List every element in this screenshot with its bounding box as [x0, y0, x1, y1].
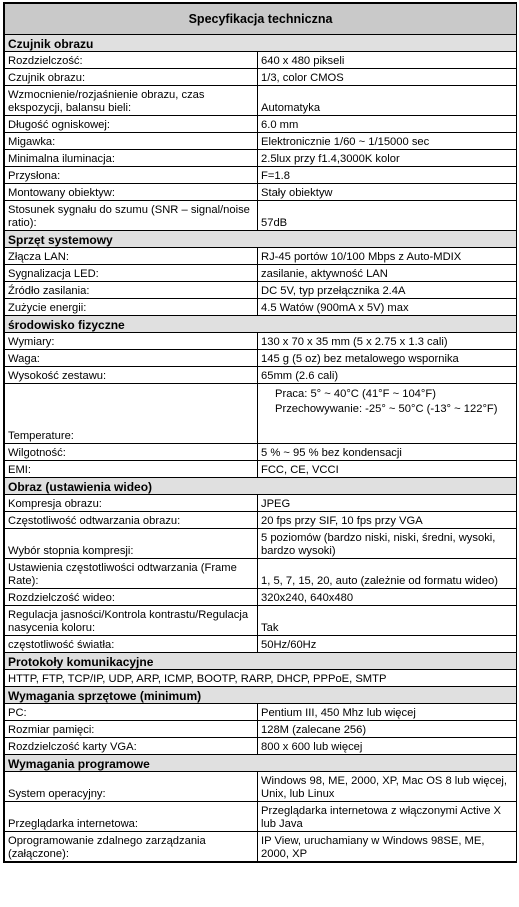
- spec-value: 65mm (2.6 cali): [258, 367, 517, 384]
- spec-label: Przysłona:: [5, 167, 258, 184]
- table-row: [5, 606, 517, 636]
- spec-label: Sygnalizacja LED:: [5, 265, 258, 282]
- spec-label: System operacyjny:: [5, 772, 258, 802]
- table-row: [5, 384, 517, 444]
- section-heading-protocols: Protokoły komunikacyjne: [5, 653, 517, 670]
- spec-value: 1/3, color CMOS: [258, 69, 517, 86]
- spec-label: Rozdzielczość karty VGA:: [5, 738, 258, 755]
- table-row: [5, 704, 517, 721]
- table-row: [5, 589, 517, 606]
- table-row: [5, 367, 517, 384]
- table-row: [5, 721, 517, 738]
- spec-value: Przeglądarka internetowa z włączonymi Active X lub Java: [258, 802, 517, 832]
- table-row: [5, 802, 517, 832]
- spec-label: Wzmocnienie/rozjaśnienie obrazu, czas ekspozycji, balansu bieli:: [5, 86, 258, 116]
- temperature-storage: Przechowywanie: -25° ~ 50°C (-13° ~ 122°F): [275, 403, 498, 415]
- spec-label: Kompresja obrazu:: [5, 495, 258, 512]
- section-heading-system: Sprzęt systemowy: [5, 231, 517, 248]
- table-row: [5, 167, 517, 184]
- spec-value: 50Hz/60Hz: [258, 636, 517, 653]
- spec-title: Specyfikacja techniczna: [5, 4, 517, 35]
- table-row: [5, 52, 517, 69]
- spec-label: Rozdzielczość:: [5, 52, 258, 69]
- spec-value: JPEG: [258, 495, 517, 512]
- spec-value: Elektronicznie 1/60 ~ 1/15000 sec: [258, 133, 517, 150]
- spec-value: 6.0 mm: [258, 116, 517, 133]
- table-row: [5, 350, 517, 367]
- spec-value: 20 fps przy SIF, 10 fps przy VGA: [258, 512, 517, 529]
- spec-value: IP View, uruchamiany w Windows 98SE, ME, 2000, XP: [258, 832, 517, 862]
- table-row: [5, 461, 517, 478]
- table-row: [5, 444, 517, 461]
- spec-value: 57dB: [258, 201, 517, 231]
- spec-value: 5 poziomów (bardzo niski, niski, średni, wysoki, bardzo wysoki): [258, 529, 517, 559]
- spec-label: Ustawienia częstotliwości odtwarzania (Frame Rate):: [5, 559, 258, 589]
- table-row: [5, 832, 517, 862]
- spec-label: EMI:: [5, 461, 258, 478]
- table-row: [5, 133, 517, 150]
- spec-value: 128M (zalecane 256): [258, 721, 517, 738]
- spec-label: Wilgotność:: [5, 444, 258, 461]
- spec-label: Przeglądarka internetowa:: [5, 802, 258, 832]
- spec-value: FCC, CE, VCCI: [258, 461, 517, 478]
- spec-value: 145 g (5 oz) bez metalowego wspornika: [258, 350, 517, 367]
- spec-label: Stosunek sygnału do szumu (SNR – signal/noise ratio):: [5, 201, 258, 231]
- table-row: [5, 670, 517, 687]
- spec-value: 2.5lux przy f1.4,3000K kolor: [258, 150, 517, 167]
- spec-label: Minimalna iluminacja:: [5, 150, 258, 167]
- spec-label: Długość ogniskowej:: [5, 116, 258, 133]
- spec-value: 130 x 70 x 35 mm (5 x 2.75 x 1.3 cali): [258, 333, 517, 350]
- spec-value: Tak: [258, 606, 517, 636]
- spec-value: zasilanie, aktywność LAN: [258, 265, 517, 282]
- spec-label: Wymiary:: [5, 333, 258, 350]
- temperature-work: Praca: 5° ~ 40°C (41°F ~ 104°F): [275, 388, 436, 400]
- spec-value: RJ-45 portów 10/100 Mbps z Auto-MDIX: [258, 248, 517, 265]
- table-row: [5, 265, 517, 282]
- protocol-list: HTTP, FTP, TCP/IP, UDP, ARP, ICMP, BOOTP, RARP, DHCP, PPPoE, SMTP: [5, 670, 517, 687]
- spec-label: Regulacja jasności/Kontrola kontrastu/Regulacja nasycenia koloru:: [5, 606, 258, 636]
- spec-value: Windows 98, ME, 2000, XP, Mac OS 8 lub więcej, Unix, lub Linux: [258, 772, 517, 802]
- table-row: [5, 636, 517, 653]
- spec-value: DC 5V, typ przełącznika 2.4A: [258, 282, 517, 299]
- spec-value: F=1.8: [258, 167, 517, 184]
- spec-label: Rozmiar pamięci:: [5, 721, 258, 738]
- spec-label: częstotliwość światła:: [5, 636, 258, 653]
- spec-value: [258, 384, 517, 444]
- spec-label: Waga:: [5, 350, 258, 367]
- spec-label: Częstotliwość odtwarzania obrazu:: [5, 512, 258, 529]
- table-row: [5, 184, 517, 201]
- table-row: [5, 512, 517, 529]
- section-heading-software: Wymagania programowe: [5, 755, 517, 772]
- spec-value: 320x240, 640x480: [258, 589, 517, 606]
- table-row: [5, 116, 517, 133]
- spec-label: Czujnik obrazu:: [5, 69, 258, 86]
- section-heading-sensor: Czujnik obrazu: [5, 35, 517, 52]
- spec-table: [4, 3, 517, 862]
- spec-value: 640 x 480 pikseli: [258, 52, 517, 69]
- spec-label: Wybór stopnia kompresji:: [5, 529, 258, 559]
- table-row: [5, 86, 517, 116]
- table-row: [5, 248, 517, 265]
- spec-label: Złącza LAN:: [5, 248, 258, 265]
- section-heading-video: Obraz (ustawienia wideo): [5, 478, 517, 495]
- table-row: [5, 69, 517, 86]
- spec-value: 4.5 Watów (900mA x 5V) max: [258, 299, 517, 316]
- spec-label: Rozdzielczość wideo:: [5, 589, 258, 606]
- spec-value: Stały obiektyw: [258, 184, 517, 201]
- spec-value: 800 x 600 lub więcej: [258, 738, 517, 755]
- table-row: [5, 495, 517, 512]
- section-heading-hardware: Wymagania sprzętowe (minimum): [5, 687, 517, 704]
- spec-value: 1, 5, 7, 15, 20, auto (zależnie od formatu wideo): [258, 559, 517, 589]
- spec-label: Migawka:: [5, 133, 258, 150]
- spec-value: Automatyka: [258, 86, 517, 116]
- table-row: [5, 772, 517, 802]
- spec-label: Wysokość zestawu:: [5, 367, 258, 384]
- table-row: [5, 738, 517, 755]
- spec-label: Montowany obiektyw:: [5, 184, 258, 201]
- table-row: [5, 333, 517, 350]
- spec-sheet: [3, 2, 517, 863]
- spec-label: PC:: [5, 704, 258, 721]
- spec-label: Źródło zasilania:: [5, 282, 258, 299]
- table-row: [5, 150, 517, 167]
- table-row: [5, 299, 517, 316]
- spec-value: Pentium III, 450 Mhz lub więcej: [258, 704, 517, 721]
- table-row: [5, 201, 517, 231]
- spec-label: Zużycie energii:: [5, 299, 258, 316]
- table-row: [5, 559, 517, 589]
- table-row: [5, 282, 517, 299]
- spec-label: Temperature:: [5, 384, 258, 444]
- spec-label: Oprogramowanie zdalnego zarządzania (załączone):: [5, 832, 258, 862]
- table-row: [5, 529, 517, 559]
- section-heading-physical: środowisko fizyczne: [5, 316, 517, 333]
- spec-value: 5 % ~ 95 % bez kondensacji: [258, 444, 517, 461]
